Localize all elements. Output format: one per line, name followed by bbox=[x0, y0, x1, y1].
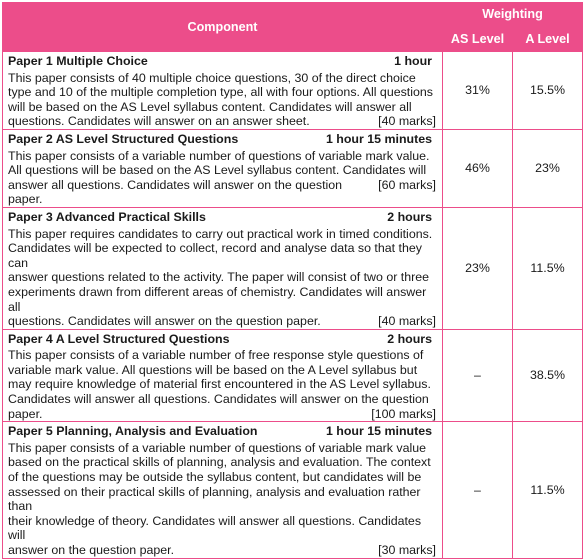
a-level-weighting: 11.5% bbox=[513, 207, 583, 329]
table-row bbox=[3, 422, 583, 558]
paper-body-line: This paper consists of a variable number of free response style questions of bbox=[8, 348, 424, 363]
paper-marks: [60 marks] bbox=[378, 177, 436, 192]
paper-duration: 1 hour 15 minutes bbox=[325, 424, 432, 439]
paper-marks: [100 marks] bbox=[371, 406, 436, 421]
paper-title: Paper 1 Multiple Choice bbox=[8, 54, 148, 68]
as-level-weighting: – bbox=[443, 422, 513, 558]
header-a-level: A Level bbox=[513, 27, 583, 52]
paper-description-cell bbox=[3, 129, 443, 207]
paper-body-line: This paper consists of a variable number of questions of variable mark value bbox=[8, 440, 427, 455]
table-row bbox=[3, 129, 583, 207]
paper-body bbox=[8, 227, 438, 329]
paper-last-line-text: questions. Candidates will answer on an answer sheet. bbox=[8, 114, 310, 129]
paper-title: Paper 2 AS Level Structured Questions bbox=[8, 131, 239, 146]
paper-last-line-text: questions. Candidates will answer on the question paper. bbox=[8, 314, 321, 329]
paper-body-last-line bbox=[8, 114, 438, 129]
paper-body-line: experiments drawn from different areas of chemistry. Candidates will answer all bbox=[8, 284, 427, 314]
paper-body-line: variable mark value. All questions will be based on the A Level syllabus but bbox=[8, 362, 418, 377]
paper-marks: [30 marks] bbox=[378, 543, 436, 557]
paper-duration: 2 hours bbox=[387, 209, 432, 224]
paper-title: Paper 4 A Level Structured Questions bbox=[8, 331, 230, 346]
paper-body-last-line bbox=[8, 407, 438, 422]
a-level-weighting: 23% bbox=[513, 129, 583, 207]
paper-body bbox=[8, 348, 438, 421]
a-level-weighting: 15.5% bbox=[513, 52, 583, 130]
paper-last-line-text: answer on the question paper. bbox=[8, 543, 175, 557]
paper-title-line bbox=[8, 424, 438, 439]
paper-duration: 1 hour 15 minutes bbox=[325, 131, 432, 146]
paper-body-last-line bbox=[8, 314, 438, 329]
paper-body bbox=[8, 71, 438, 129]
paper-description-cell bbox=[3, 52, 443, 130]
paper-duration: 2 hours bbox=[387, 331, 432, 346]
paper-title-line bbox=[8, 54, 438, 69]
as-level-weighting: – bbox=[443, 329, 513, 422]
paper-duration: 1 hour bbox=[394, 54, 432, 68]
header-weighting: Weighting bbox=[443, 3, 583, 28]
paper-body bbox=[8, 441, 438, 558]
table-row bbox=[3, 329, 583, 422]
a-level-weighting: 38.5% bbox=[513, 329, 583, 422]
paper-last-line-text: answer all questions. Candidates will answer on the question paper. bbox=[8, 177, 343, 207]
paper-body bbox=[8, 149, 438, 207]
paper-body-line: will be based on the AS Level syllabus content. Candidates will answer all bbox=[8, 99, 412, 114]
as-level-weighting: 31% bbox=[443, 52, 513, 130]
paper-body-line: This paper requires candidates to carry out practical work in timed conditions. bbox=[8, 226, 433, 241]
paper-marks: [40 marks] bbox=[378, 314, 436, 329]
paper-body-line: answer questions related to the activity. The paper will consist of two or three bbox=[8, 270, 430, 285]
paper-body-line: Candidates will be expected to collect, record and analyse data so that they can bbox=[8, 241, 422, 270]
paper-description-cell bbox=[3, 207, 443, 329]
paper-last-line-text: paper. bbox=[8, 406, 43, 421]
paper-body-line: This paper consists of a variable number of questions of variable mark value. bbox=[8, 148, 430, 163]
as-level-weighting: 23% bbox=[443, 207, 513, 329]
header-as-level: AS Level bbox=[443, 27, 513, 52]
header-component: Component bbox=[3, 3, 443, 52]
table-row bbox=[3, 52, 583, 130]
paper-body-line: assessed on their practical skills of planning, analysis and evaluation rather than bbox=[8, 484, 421, 514]
paper-title: Paper 5 Planning, Analysis and Evaluation bbox=[8, 424, 258, 439]
table-row bbox=[3, 207, 583, 329]
paper-body-line: of the questions may be outside the syllabus content, but candidates will be bbox=[8, 470, 422, 485]
paper-body-line: type and 10 of the multiple completion type, all with four options. All questions bbox=[8, 85, 433, 100]
paper-body-line: All questions will be based on the AS Level syllabus content. Candidates will bbox=[8, 163, 427, 178]
paper-marks: [40 marks] bbox=[378, 114, 436, 129]
paper-body-line: their knowledge of theory. Candidates will answer all questions. Candidates will bbox=[8, 513, 422, 543]
paper-description-cell bbox=[3, 422, 443, 558]
paper-body-line: may require knowledge of material first encountered in the AS Level syllabus. bbox=[8, 377, 431, 392]
a-level-weighting: 11.5% bbox=[513, 422, 583, 558]
paper-title-line bbox=[8, 210, 438, 225]
paper-body-last-line bbox=[8, 543, 438, 558]
paper-body-line: This paper consists of 40 multiple choice questions, 30 of the direct choice bbox=[8, 70, 416, 85]
paper-body-line: based on the practical skills of planning, analysis and evaluation. The context bbox=[8, 455, 431, 470]
paper-title: Paper 3 Advanced Practical Skills bbox=[8, 209, 206, 224]
components-table bbox=[2, 2, 583, 559]
paper-title-line bbox=[8, 132, 438, 147]
paper-description-cell bbox=[3, 329, 443, 422]
as-level-weighting: 46% bbox=[443, 129, 513, 207]
paper-body-line: Candidates will answer all questions. Candidates will answer on the question bbox=[8, 392, 429, 407]
paper-title-line bbox=[8, 332, 438, 347]
paper-body-last-line bbox=[8, 178, 438, 207]
